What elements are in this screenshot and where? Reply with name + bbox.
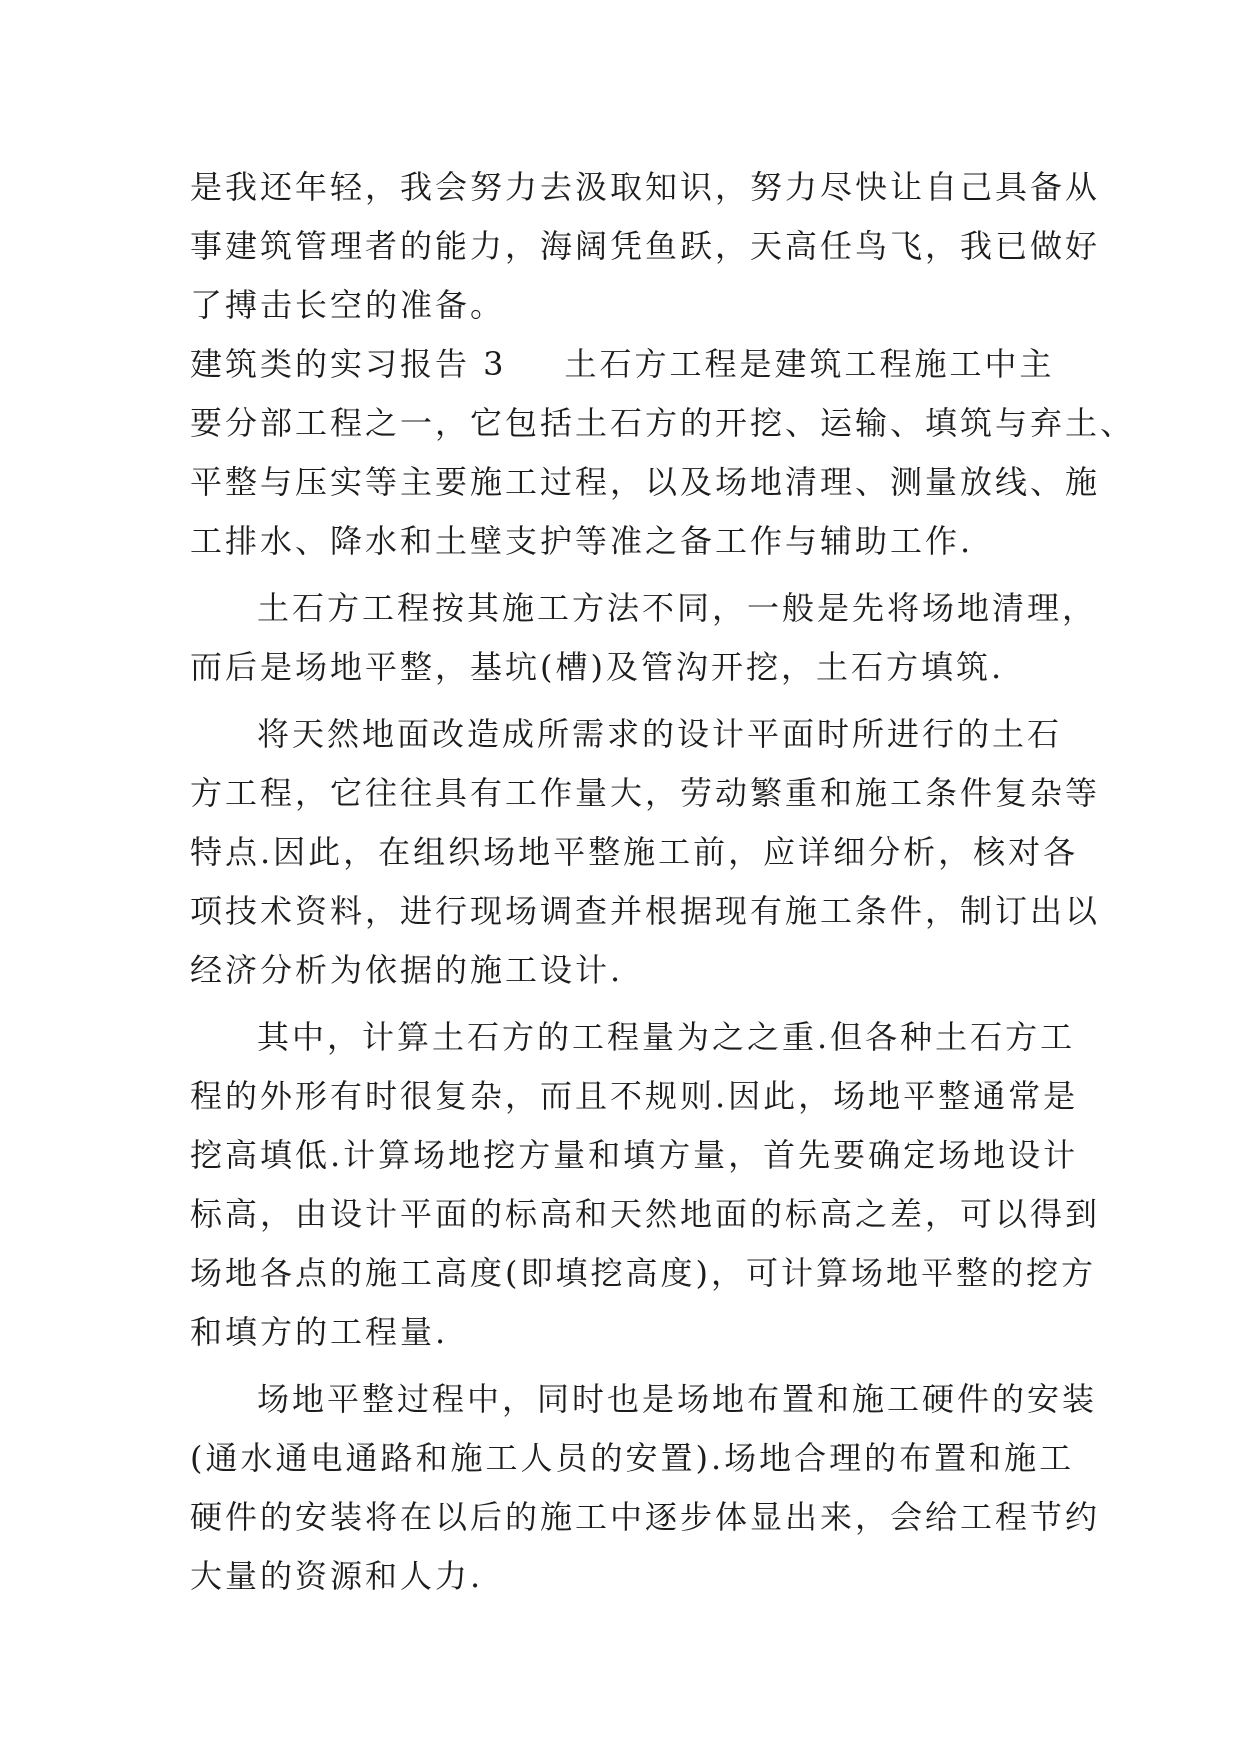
text-line: 而后是场地平整，基坑(槽)及管沟开挖，土石方填筑. xyxy=(190,648,1005,686)
document-body xyxy=(190,158,1136,1606)
text-line: 场地平整过程中，同时也是场地布置和施工硬件的安装 xyxy=(257,1380,1098,1418)
continuation-paragraph xyxy=(190,158,1101,335)
text-line: 了搏击长空的准备。 xyxy=(190,286,506,324)
text-line: 场地各点的施工高度(即填挖高度)，可计算场地平整的挖方 xyxy=(190,1254,1096,1292)
body-paragraph xyxy=(190,1008,1101,1362)
text-line: 工排水、降水和土壁支护等准之备工作与辅助工作. xyxy=(190,522,974,560)
text-line: 要分部工程之一，它包括土石方的开挖、运输、填筑与弃土、 xyxy=(190,404,1136,442)
text-line: 是我还年轻，我会努力去汲取知识，努力尽快让自己具备从 xyxy=(190,168,1101,206)
text-line: (通水通电通路和施工人员的安置).场地合理的布置和施工 xyxy=(190,1439,1075,1477)
text-line: 方工程，它往往具有工作量大，劳动繁重和施工条件复杂等 xyxy=(190,774,1101,812)
text-line: 经济分析为依据的施工设计. xyxy=(190,951,624,989)
text-line: 特点.因此，在组织场地平整施工前，应详细分析，核对各 xyxy=(190,833,1079,871)
text-line: 平整与压实等主要施工过程，以及场地清理、测量放线、施 xyxy=(190,463,1101,501)
text-line: 硬件的安装将在以后的施工中逐步体显出来，会给工程节约 xyxy=(190,1498,1101,1536)
text-line: 大量的资源和人力. xyxy=(190,1557,484,1595)
text-line: 其中，计算土石方的工程量为之之重.但各种土石方工 xyxy=(257,1018,1076,1056)
text-line: 挖高填低.计算场地挖方量和填方量，首先要确定场地设计 xyxy=(190,1136,1079,1174)
text-line: 标高，由设计平面的标高和天然地面的标高之差，可以得到 xyxy=(190,1195,1101,1233)
text-line: 将天然地面改造成所需求的设计平面时所进行的土石 xyxy=(257,715,1063,753)
text-line: 项技术资料，进行现场调查并根据现有施工条件，制订出以 xyxy=(190,892,1101,930)
body-paragraph xyxy=(190,579,1098,697)
body-paragraph xyxy=(190,705,1101,1000)
text-line: 事建筑管理者的能力，海阔凭鱼跃，天高任鸟飞，我已做好 xyxy=(190,227,1101,265)
text-line: 土石方工程按其施工方法不同，一般是先将场地清理， xyxy=(257,589,1098,627)
text-line: 程的外形有时很复杂，而且不规则.因此，场地平整通常是 xyxy=(190,1077,1079,1115)
section-paragraph xyxy=(190,335,1136,571)
body-paragraph xyxy=(190,1370,1101,1606)
text-line: 和填方的工程量. xyxy=(190,1313,449,1351)
section-first-line-text: 土石方工程是建筑工程施工中主 xyxy=(564,345,1055,383)
section-first-line xyxy=(190,335,1070,394)
section-heading: 建筑类的实习报告 3 xyxy=(190,345,507,383)
